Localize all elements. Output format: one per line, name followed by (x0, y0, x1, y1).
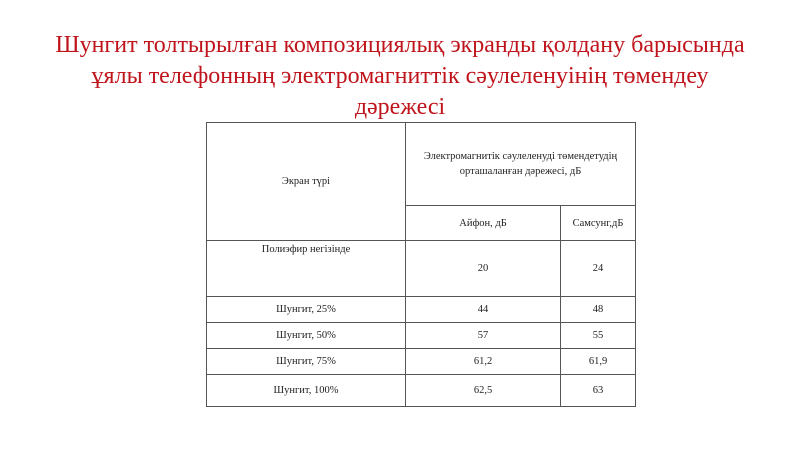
row-label: Шунгит, 75% (207, 349, 406, 375)
header-screen-type-label: Экран түрі (281, 176, 331, 187)
header-screen-type (207, 123, 406, 241)
header-reduction-group (406, 123, 636, 206)
row-samsung-value: 63 (561, 375, 636, 407)
table-header-row (207, 123, 636, 206)
slide-title-line-3: дәрежесі (354, 94, 446, 120)
row-iphone-value: 20 (406, 241, 561, 297)
table-row (207, 297, 636, 323)
table-row (207, 323, 636, 349)
table-row (207, 375, 636, 407)
slide-title-line-1: Шунгит толтырылған композициялық экранды қолдану барысында (55, 32, 745, 58)
row-samsung-value: 55 (561, 323, 636, 349)
row-iphone-value: 61,2 (406, 349, 561, 375)
row-label-cell (207, 241, 406, 297)
table-row (207, 349, 636, 375)
row-label: Шунгит, 100% (207, 375, 406, 407)
slide-title (40, 30, 760, 123)
row-label: Шунгит, 25% (207, 297, 406, 323)
row-label: Шунгит, 50% (207, 323, 406, 349)
row-samsung-value: 24 (561, 241, 636, 297)
row-label: Полиэфир негізінде (261, 244, 351, 255)
emission-reduction-table (206, 122, 636, 407)
row-iphone-value: 57 (406, 323, 561, 349)
table-row (207, 241, 636, 297)
header-iphone: Айфон, дБ (406, 206, 561, 241)
row-samsung-value: 61,9 (561, 349, 636, 375)
row-iphone-value: 44 (406, 297, 561, 323)
header-samsung: Самсунг,дБ (561, 206, 636, 241)
header-group-line-1: Электромагнитік сәулеленуді төмендетудің (423, 151, 618, 162)
slide-title-line-2: ұялы телефонның электромагниттік сәулеленуінің төмендеу (91, 63, 709, 89)
row-samsung-value: 48 (561, 297, 636, 323)
row-iphone-value: 62,5 (406, 375, 561, 407)
header-group-line-2: орташаланған дәрежесі, дБ (459, 166, 582, 177)
